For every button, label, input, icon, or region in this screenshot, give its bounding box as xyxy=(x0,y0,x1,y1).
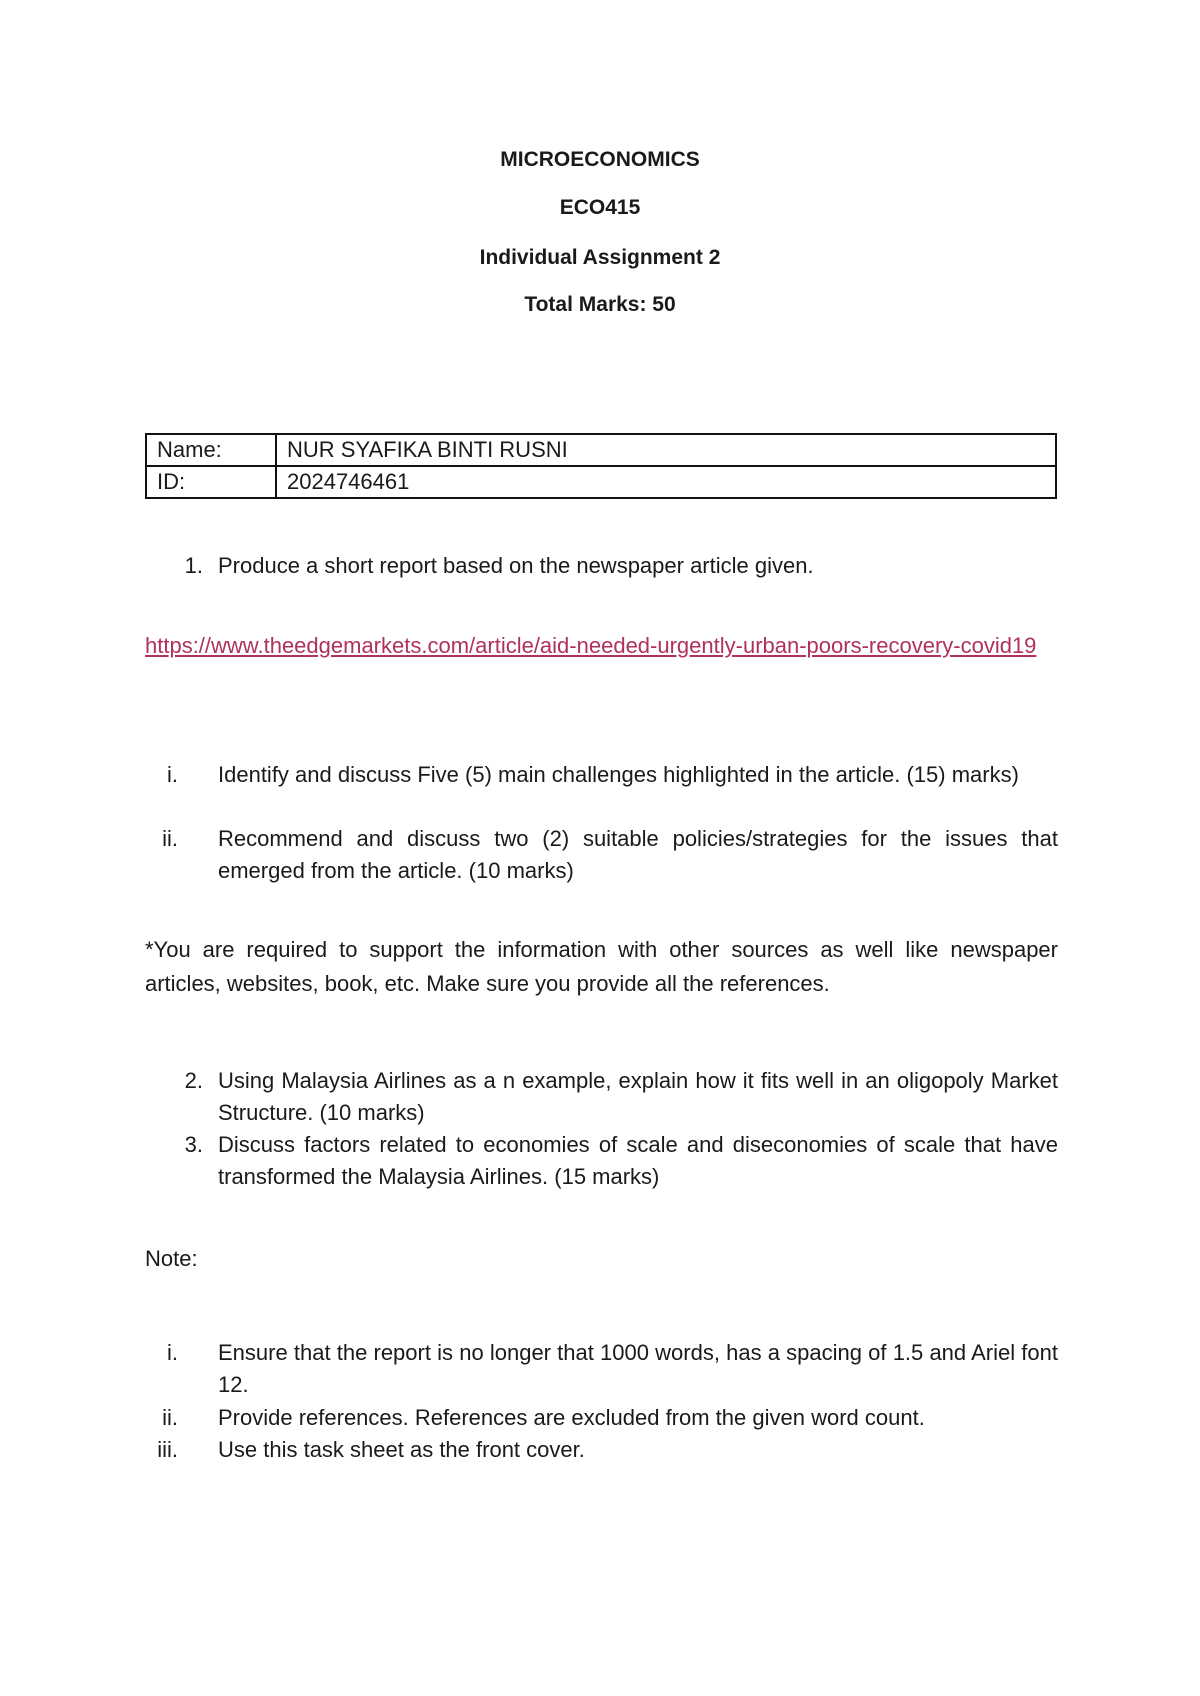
id-value: 2024746461 xyxy=(276,466,1056,498)
student-info-table xyxy=(145,433,1057,499)
note-item3-number: iii. xyxy=(157,1437,178,1462)
course-code: ECO415 xyxy=(559,196,641,219)
question3-number: 3. xyxy=(184,1132,203,1157)
note-item3-text: Use this task sheet as the front cover. xyxy=(218,1437,585,1462)
question3-text: Discuss factors related to economies of scale and diseconomies of scale that have transformed the Malaysia Airlines. (15 marks) xyxy=(218,1132,1058,1189)
name-value: NUR SYAFIKA BINTI RUSNI xyxy=(276,434,1056,466)
question2-text: Using Malaysia Airlines as a n example, explain how it fits well in an oligopoly Market Structure. (10 marks) xyxy=(218,1068,1058,1125)
question1-text: Produce a short report based on the newspaper article given. xyxy=(218,553,814,578)
name-row xyxy=(146,434,1056,466)
id-row xyxy=(146,466,1056,498)
support-note: *You are required to support the information with other sources as well like newspaper articles, websites, book, etc. Make sure you provide all the references. xyxy=(145,937,1058,996)
question2-number: 2. xyxy=(184,1068,203,1093)
note-item2-number: ii. xyxy=(162,1405,178,1430)
note-item1-text: Ensure that the report is no longer that 1000 words, has a spacing of 1.5 and Ariel font 12. xyxy=(218,1340,1058,1397)
q1-sub2-number: ii. xyxy=(162,826,178,851)
note-label: Note: xyxy=(145,1246,198,1271)
article-link[interactable]: https://www.theedgemarkets.com/article/aid-needed-urgently-urban-poors-recovery-covid19 xyxy=(145,633,1037,658)
q1-sub1-text: Identify and discuss Five (5) main challenges highlighted in the article. (15) marks) xyxy=(218,762,1019,787)
total-marks: Total Marks: 50 xyxy=(524,293,676,316)
note-item1-number: i. xyxy=(167,1340,178,1365)
course-name: MICROECONOMICS xyxy=(500,148,700,171)
q1-sub2-text: Recommend and discuss two (2) suitable policies/strategies for the issues that emerged from the article. (10 marks) xyxy=(218,826,1058,883)
question1-number: 1. xyxy=(184,553,203,578)
q1-sub1-number: i. xyxy=(167,762,178,787)
assignment-title: Individual Assignment 2 xyxy=(479,246,721,269)
name-label: Name: xyxy=(146,434,276,466)
id-label: ID: xyxy=(146,466,276,498)
note-item2-text: Provide references. References are excluded from the given word count. xyxy=(218,1405,925,1430)
